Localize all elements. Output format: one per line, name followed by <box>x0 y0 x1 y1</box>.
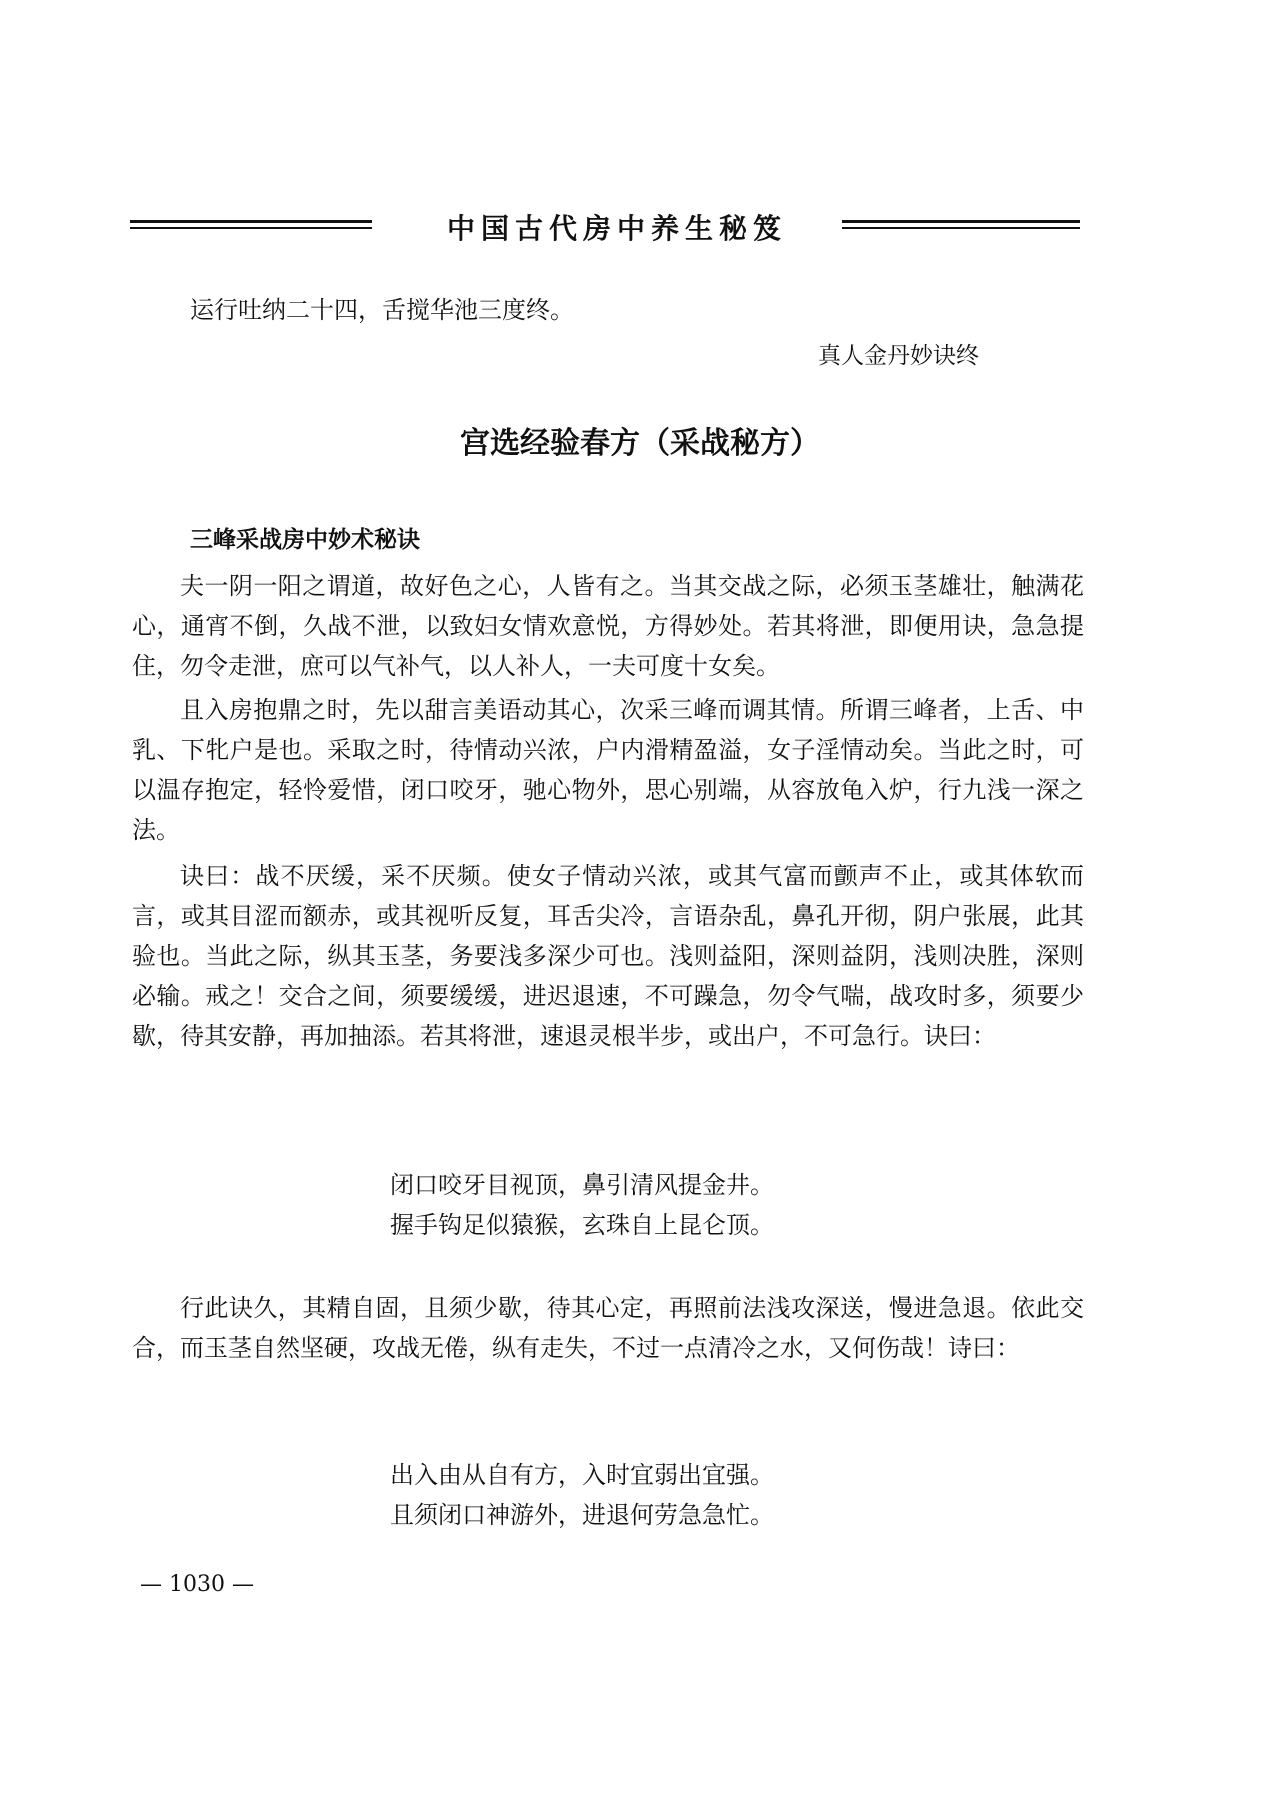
verse-line: 出入由从自有方，入时宜弱出宜强。 <box>390 1461 774 1489</box>
page-number: — 1030 — <box>140 1572 254 1597</box>
paragraph: 行此诀久，其精自固，且须少歇，待其心定，再照前法浅攻深送，慢进急退。依此交合，而玉茎自然坚硬，攻战无倦，纵有走失，不过一点清冷之水，又何伤哉！诗曰： <box>132 1294 1084 1362</box>
paragraph: 夫一阴一阳之谓道，故好色之心，人皆有之。当其交战之际，必须玉茎雄壮，触满花心，通宵不倒，久战不泄，以致妇女情欢意悦，方得妙处。若其将泄，即便用诀，急急提住，勿令走泄，庶可以气补气，以人补人，一夫可度十女矣。 <box>132 572 1084 680</box>
verse-line: 且须闭口神游外，进退何劳急急忙。 <box>390 1501 774 1529</box>
book-title: 中国古代房中养生秘笈 <box>446 212 787 245</box>
paragraph: 诀曰：战不厌缓，采不厌频。使女子情动兴浓，或其气富而颤声不止，或其体软而言，或其目涩而额赤，或其视听反复，耳舌尖冷，言语杂乱，鼻孔开彻，阴户张展，此其验也。当此之际，纵其玉茎，务要浅多深少可也。浅则益阳，深则益阴，浅则决胜，深则必输。戒之！交合之间，须要缓缓，进迟退速，不可躁急，勿令气喘，战攻时多，须要少歇，待其安静，再加抽添。若其将泄，速退灵根半步，或出户，不可急行。诀曰： <box>132 862 1084 1050</box>
header-rule-right <box>842 220 1080 238</box>
verse-line: 握手钩足似猿猴，玄珠自上昆仑顶。 <box>390 1211 774 1239</box>
running-header <box>130 212 1080 246</box>
verse-line: 闭口咬牙目视顶，鼻引清风提金井。 <box>390 1171 774 1199</box>
header-rule-left <box>130 220 372 238</box>
closing-note: 真人金丹妙诀终 <box>818 343 979 369</box>
subheading: 三峰采战房中妙术秘诀 <box>190 527 420 553</box>
paragraph: 且入房抱鼎之时，先以甜言美语动其心，次采三峰而调其情。所谓三峰者，上舌、中乳、下牝户是也。采取之时，待情动兴浓，户内滑精盈溢，女子淫情动矣。当此之时，可以温存抱定，轻怜爱惜，闭口咬牙，驰心物外，思心别端，从容放龟入炉，行九浅一深之法。 <box>132 696 1084 844</box>
section-title: 宫选经验春方（采战秘方） <box>460 426 820 461</box>
intro-verse-line: 运行吐纳二十四，舌搅华池三度终。 <box>190 296 574 324</box>
